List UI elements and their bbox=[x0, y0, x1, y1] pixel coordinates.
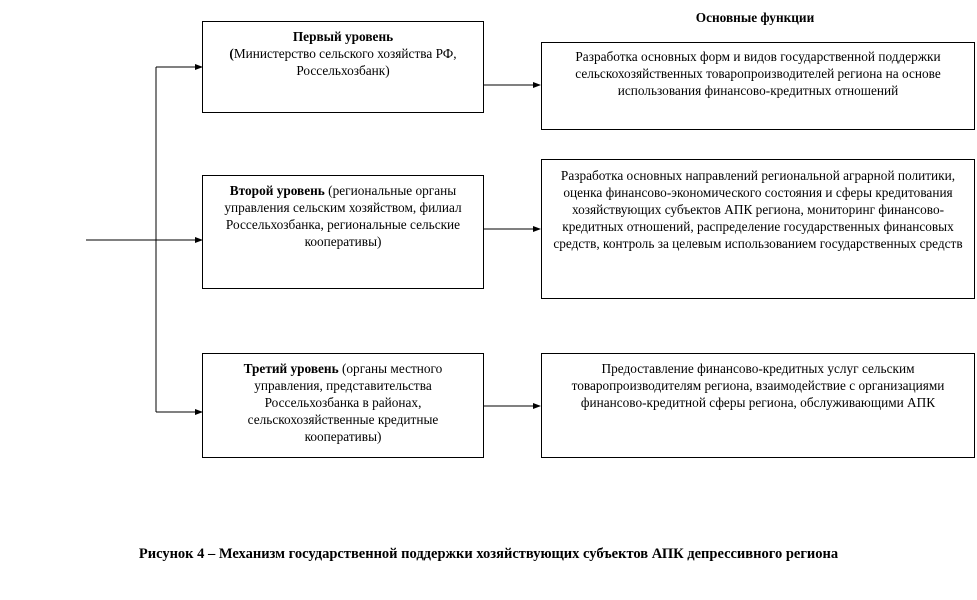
functions-header: Основные функции bbox=[695, 10, 815, 25]
function-1-text: Разработка основных форм и видов государственной поддержки сельскохозяйственных товаропроизводителей региона на основе использования финансово-кредитных отношений bbox=[575, 49, 941, 98]
level-1-title-paren: ( bbox=[229, 46, 234, 61]
level-3-title: Третий уровень bbox=[243, 361, 339, 376]
level-1-box bbox=[202, 21, 484, 113]
level-2-title: Второй уровень bbox=[229, 183, 325, 198]
level-1-title: Первый уровень bbox=[292, 29, 394, 44]
level-3-body: (органы местного управления, представительства Россельхозбанка в районах, сельскохозяйственные кредитные кооперативы) bbox=[247, 361, 443, 444]
figure-caption: Рисунок 4 – Механизм государственной поддержки хозяйствующих субъектов АПК депрессивного региона bbox=[138, 546, 839, 562]
function-3-box bbox=[541, 353, 975, 458]
level-2-box bbox=[202, 175, 484, 289]
level-2-body: (региональные органы управления сельским хозяйством, филиал Россельхозбанка, региональные сельские кооперативы) bbox=[224, 183, 462, 249]
function-3-text: Предоставление финансово-кредитных услуг сельским товаропроизводителям региона, взаимодействие с организациями финансово-кредитной сферы региона, обслуживающими АПК bbox=[571, 361, 945, 410]
function-1-box bbox=[541, 42, 975, 130]
level-1-body: Министерство сельского хозяйства РФ, Россельхозбанк) bbox=[233, 46, 457, 78]
function-2-box bbox=[541, 159, 975, 299]
function-2-text: Разработка основных направлений региональной аграрной политики, оценка финансово-экономического состояния и сферы кредитования хозяйствующих субъектов АПК региона, мониторинг финансово-кредитных отношений, распределение государственных финансовых средств, контроль за целевым использованием государственных средств bbox=[553, 168, 963, 251]
level-3-box bbox=[202, 353, 484, 458]
